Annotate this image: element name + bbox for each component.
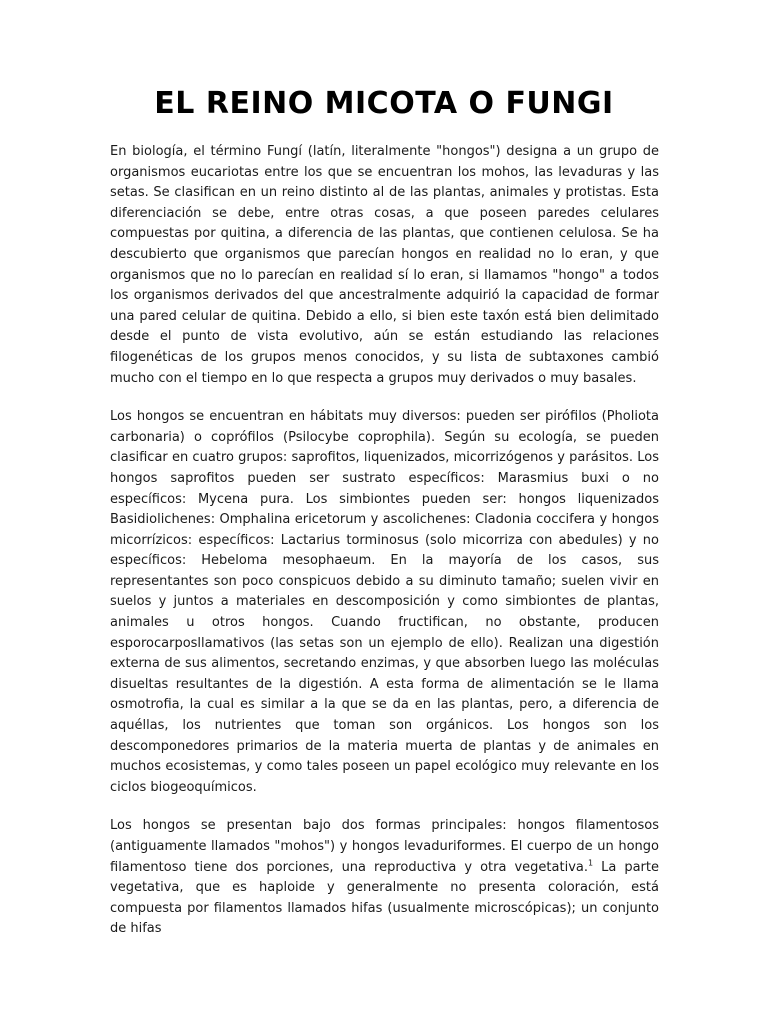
- document-body: [110, 142, 659, 958]
- document-title: EL REINO MICOTA O FUNGI: [154, 86, 614, 121]
- footnote-marker: 1: [587, 858, 594, 868]
- paragraph-forms: [110, 816, 659, 940]
- paragraph-habitats: Los hongos se encuentran en hábitats muy diversos: pueden ser pirófilos (Pholiota carbonaria) o coprófilos (Psilocybe coprophila). Según su ecología, se pueden clasificar en cuatro grupos: saprofitos, liquenizados, micorrizógenos y parásitos. Los hongos saprofitos pueden ser sustrato específicos: Marasmius buxi o no específicos: Mycena pura. Los simbiontes pueden ser: hongos liquenizados Basidiolichenes: Omphalina ericetorum y ascolichenes: Cladonia coccifera y hongos micorrízicos: específicos: Lactarius torminosus (solo micorriza con abedules) y no específicos: Hebeloma mesophaeum. En la mayoría de los casos, sus representantes son poco conspicuos debido a su diminuto tamaño; suelen vivir en suelos y juntos a materiales en descomposición y como simbiontes de plantas, animales u otros hongos. Cuando fructifican, no obstante, producen esporocarposllamativos (las setas son un ejemplo de ello). Realizan una digestión externa de sus alimentos, secretando enzimas, y que absorben luego las moléculas disueltas resultantes de la digestión. A esta forma de alimentación se le llama osmotrofia, la cual es similar a la que se da en las plantas, pero, a diferencia de aquéllas, los nutrientes que toman son orgánicos. Los hongos son los descomponedores primarios de la materia muerta de plantas y de animales en muchos ecosistemas, y como tales poseen un papel ecológico muy relevante en los ciclos biogeoquímicos.: [110, 409, 659, 795]
- paragraph-forms-text: Los hongos se presentan bajo dos formas principales: hongos filamentosos (antiguamente llamados "mohos") y hongos levaduriformes. El cuerpo de un hongo filamentoso tiene dos porciones, una reproductiva y otra vegetativa.: [110, 818, 659, 875]
- paragraph-forms-continued: La parte vegetativa, que es haploide y generalmente no presenta coloración, está compuesta por filamentos llamados hifas (usualmente microscópicas); un conjunto de hifas: [110, 859, 659, 937]
- paragraph-intro: En biología, el término Fungí (latín, literalmente "hongos") designa a un grupo de organismos eucariotas entre los que se encuentran los mohos, las levaduras y las setas. Se clasifican en un reino distinto al de las plantas, animales y protistas. Esta diferenciación se debe, entre otras cosas, a que poseen paredes celulares compuestas por quitina, a diferencia de las plantas, que contienen celulosa. Se ha descubierto que organismos que parecían hongos en realidad no lo eran, y que organismos que no lo parecían en realidad sí lo eran, si llamamos "hongo" a todos los organismos derivados del que ancestralmente adquirió la capacidad de formar una pared celular de quitina. Debido a ello, si bien este taxón está bien delimitado desde el punto de vista evolutivo, aún se están estudiando las relaciones filogenéticas de los grupos menos conocidos, y su lista de subtaxones cambió mucho con el tiempo en lo que respecta a grupos muy derivados o muy basales.: [110, 144, 659, 386]
